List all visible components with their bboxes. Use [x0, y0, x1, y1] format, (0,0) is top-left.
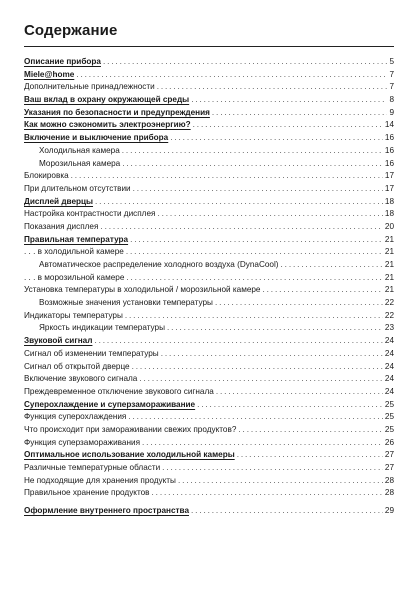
dot-leader	[139, 373, 383, 386]
toc-page-number: 25	[384, 412, 394, 422]
dot-leader	[161, 348, 383, 361]
toc-entry[interactable]	[24, 272, 394, 285]
dot-leader	[122, 158, 383, 171]
toc-page-number: 29	[384, 506, 394, 516]
dot-leader	[76, 69, 387, 82]
toc-entry[interactable]	[24, 81, 394, 94]
toc-entry[interactable]	[24, 424, 394, 437]
toc-entry-label: Дисплей дверцы	[24, 196, 94, 206]
toc-entry-label: Звуковой сигнал	[24, 336, 93, 346]
toc-page-number: 20	[384, 221, 394, 231]
toc-entry-label: Включение и выключение прибора	[24, 133, 169, 143]
toc-entry-label: Функция суперзамораживания	[24, 437, 141, 447]
toc-entry[interactable]	[24, 145, 394, 158]
toc-entry[interactable]	[24, 399, 394, 412]
toc-entry[interactable]	[24, 348, 394, 361]
dot-leader	[142, 437, 383, 450]
dot-leader	[122, 145, 383, 158]
dot-leader	[126, 246, 383, 259]
toc-page-number: 7	[389, 82, 394, 92]
toc-entry[interactable]	[24, 56, 394, 69]
dot-leader	[237, 449, 383, 462]
dot-leader	[157, 208, 382, 221]
toc-entry-label: Холодильная камера	[39, 145, 120, 155]
toc-entry-label: Показания дисплея	[24, 221, 99, 231]
toc-page-number: 27	[384, 450, 394, 460]
dot-leader	[167, 322, 383, 335]
toc-page-number: 28	[384, 475, 394, 485]
toc-entry[interactable]	[24, 94, 394, 107]
toc-entry[interactable]	[24, 132, 394, 145]
dot-leader	[212, 107, 388, 120]
toc-entry[interactable]	[24, 361, 394, 374]
toc-entry[interactable]	[24, 183, 394, 196]
dot-leader	[130, 234, 383, 247]
toc-entry-label: Miele@home	[24, 69, 75, 79]
toc-entry-label: Не подходящие для хранения продукты	[24, 475, 176, 485]
toc-page	[24, 22, 394, 518]
toc-page-number: 22	[384, 298, 394, 308]
toc-entry-label: Ваш вклад в охрану окружающей среды	[24, 95, 190, 105]
toc-entry-label: Индикаторы температуры	[24, 310, 123, 320]
toc-entry[interactable]	[24, 462, 394, 475]
toc-entry-label: . . . в морозильной камере	[24, 272, 125, 282]
toc-entry[interactable]	[24, 284, 394, 297]
toc-entry-label: Различные температурные области	[24, 463, 161, 472]
toc-entry-label: Морозильная камера	[39, 158, 121, 168]
dot-leader	[152, 487, 383, 500]
toc-page-number: 24	[384, 386, 394, 396]
toc-entry-label: Автоматическое распределение холодного воздуха (DynaCool)	[39, 260, 279, 269]
toc-page-number: 5	[389, 57, 394, 66]
toc-page-number: 22	[384, 310, 394, 320]
dot-leader	[126, 272, 383, 285]
toc-entry[interactable]	[24, 449, 394, 462]
toc-entry[interactable]	[24, 234, 394, 247]
toc-entry-label: Оптимальное использование холодильной камеры	[24, 450, 235, 460]
dot-leader	[157, 81, 388, 94]
toc-entry-label: . . . в холодильной камере	[24, 247, 124, 257]
toc-entry[interactable]	[24, 107, 394, 120]
toc-entry-label: Функция суперохлаждения	[24, 412, 127, 422]
toc-entry-label: При длительном отсутствии	[24, 183, 131, 193]
toc-entry[interactable]	[24, 310, 394, 323]
dot-leader	[216, 386, 383, 399]
toc-entry-label: Правильная температура	[24, 234, 129, 244]
toc-entry-label: Что происходит при замораживании свежих продуктов?	[24, 424, 237, 434]
toc-entry[interactable]	[24, 119, 394, 132]
toc-page-number: 17	[384, 183, 394, 193]
toc-entry-label: Описание прибора	[24, 57, 101, 66]
toc-entry-label: Дополнительные принадлежности	[24, 82, 155, 92]
toc-entry-label: Правильное хранение продуктов	[24, 488, 150, 498]
toc-page-number: 24	[384, 361, 394, 371]
toc-list	[24, 56, 394, 518]
toc-page-number: 28	[384, 488, 394, 498]
dot-leader	[132, 361, 383, 374]
dot-leader	[238, 424, 383, 437]
toc-page-number: 25	[384, 399, 394, 409]
toc-entry[interactable]	[24, 505, 394, 518]
toc-page-number: 14	[384, 120, 394, 130]
toc-entry[interactable]	[24, 386, 394, 399]
dot-leader	[191, 505, 383, 518]
toc-entry[interactable]	[24, 246, 394, 259]
dot-leader	[95, 196, 383, 209]
toc-page-number: 16	[384, 158, 394, 168]
toc-entry-label: Настройка контрастности дисплея	[24, 209, 156, 219]
toc-page-number: 24	[384, 374, 394, 384]
dot-leader	[178, 475, 383, 488]
page-title: Содержание	[24, 22, 394, 47]
toc-entry[interactable]	[24, 196, 394, 209]
toc-entry-label: Возможные значения установки температуры	[39, 298, 213, 308]
toc-entry[interactable]	[24, 411, 394, 424]
dot-leader	[125, 310, 383, 323]
toc-page-number: 21	[384, 247, 394, 257]
dot-leader	[170, 132, 383, 145]
toc-entry-label: Сигнал об открытой дверце	[24, 361, 130, 371]
toc-entry[interactable]	[24, 259, 394, 272]
dot-leader	[71, 170, 383, 183]
toc-entry-label: Оформление внутреннего пространства	[24, 506, 189, 516]
toc-page-number: 24	[384, 336, 394, 346]
toc-entry[interactable]	[24, 373, 394, 386]
toc-page-number: 17	[384, 171, 394, 181]
toc-entry[interactable]	[24, 221, 394, 234]
toc-entry-label: Указания по безопасности и предупреждения	[24, 107, 210, 117]
toc-entry-label: Сигнал об изменении температуры	[24, 348, 159, 358]
toc-entry[interactable]	[24, 297, 394, 310]
toc-page-number: 21	[384, 260, 394, 269]
toc-page-number: 27	[384, 463, 394, 472]
toc-page-number: 24	[384, 348, 394, 358]
toc-page-number: 25	[384, 424, 394, 434]
dot-leader	[162, 462, 383, 475]
toc-page-number: 16	[384, 133, 394, 143]
toc-page-number: 21	[384, 285, 394, 295]
toc-entry-label: Установка температуры в холодильной / морозильной камере	[24, 285, 261, 295]
toc-entry[interactable]	[24, 487, 394, 500]
toc-entry[interactable]	[24, 437, 394, 450]
toc-page-number: 21	[384, 234, 394, 244]
toc-entry[interactable]	[24, 335, 394, 348]
dot-leader	[215, 297, 383, 310]
dot-leader	[281, 259, 383, 272]
toc-page-number: 9	[389, 107, 394, 117]
toc-page-number: 18	[384, 196, 394, 206]
toc-page-number: 7	[389, 69, 394, 79]
toc-page-number: 23	[384, 323, 394, 333]
toc-entry[interactable]	[24, 158, 394, 171]
dot-leader	[100, 221, 382, 234]
toc-page-number: 26	[384, 437, 394, 447]
dot-leader	[128, 411, 383, 424]
dot-leader	[94, 335, 382, 348]
toc-entry[interactable]	[24, 69, 394, 82]
toc-page-number: 8	[389, 95, 394, 105]
dot-leader	[133, 183, 383, 196]
toc-page-number: 21	[384, 272, 394, 282]
toc-entry[interactable]	[24, 208, 394, 221]
toc-entry-label: Яркость индикации температуры	[39, 323, 165, 333]
toc-page-number: 16	[384, 145, 394, 155]
toc-entry-label: Преждевременное отключение звукового сигнала	[24, 386, 214, 396]
toc-entry[interactable]	[24, 475, 394, 488]
dot-leader	[263, 284, 383, 297]
toc-entry[interactable]	[24, 322, 394, 335]
dot-leader	[103, 56, 387, 69]
toc-entry-label: Как можно сэкономить электроэнергию?	[24, 120, 191, 130]
toc-entry[interactable]	[24, 170, 394, 183]
toc-entry-label: Включение звукового сигнала	[24, 374, 138, 384]
toc-entry-label: Блокировка	[24, 171, 69, 181]
toc-entry-label: Суперохлаждение и суперзамораживание	[24, 399, 196, 409]
dot-leader	[191, 94, 387, 107]
toc-page-number: 18	[384, 209, 394, 219]
dot-leader	[197, 399, 383, 412]
dot-leader	[193, 119, 383, 132]
